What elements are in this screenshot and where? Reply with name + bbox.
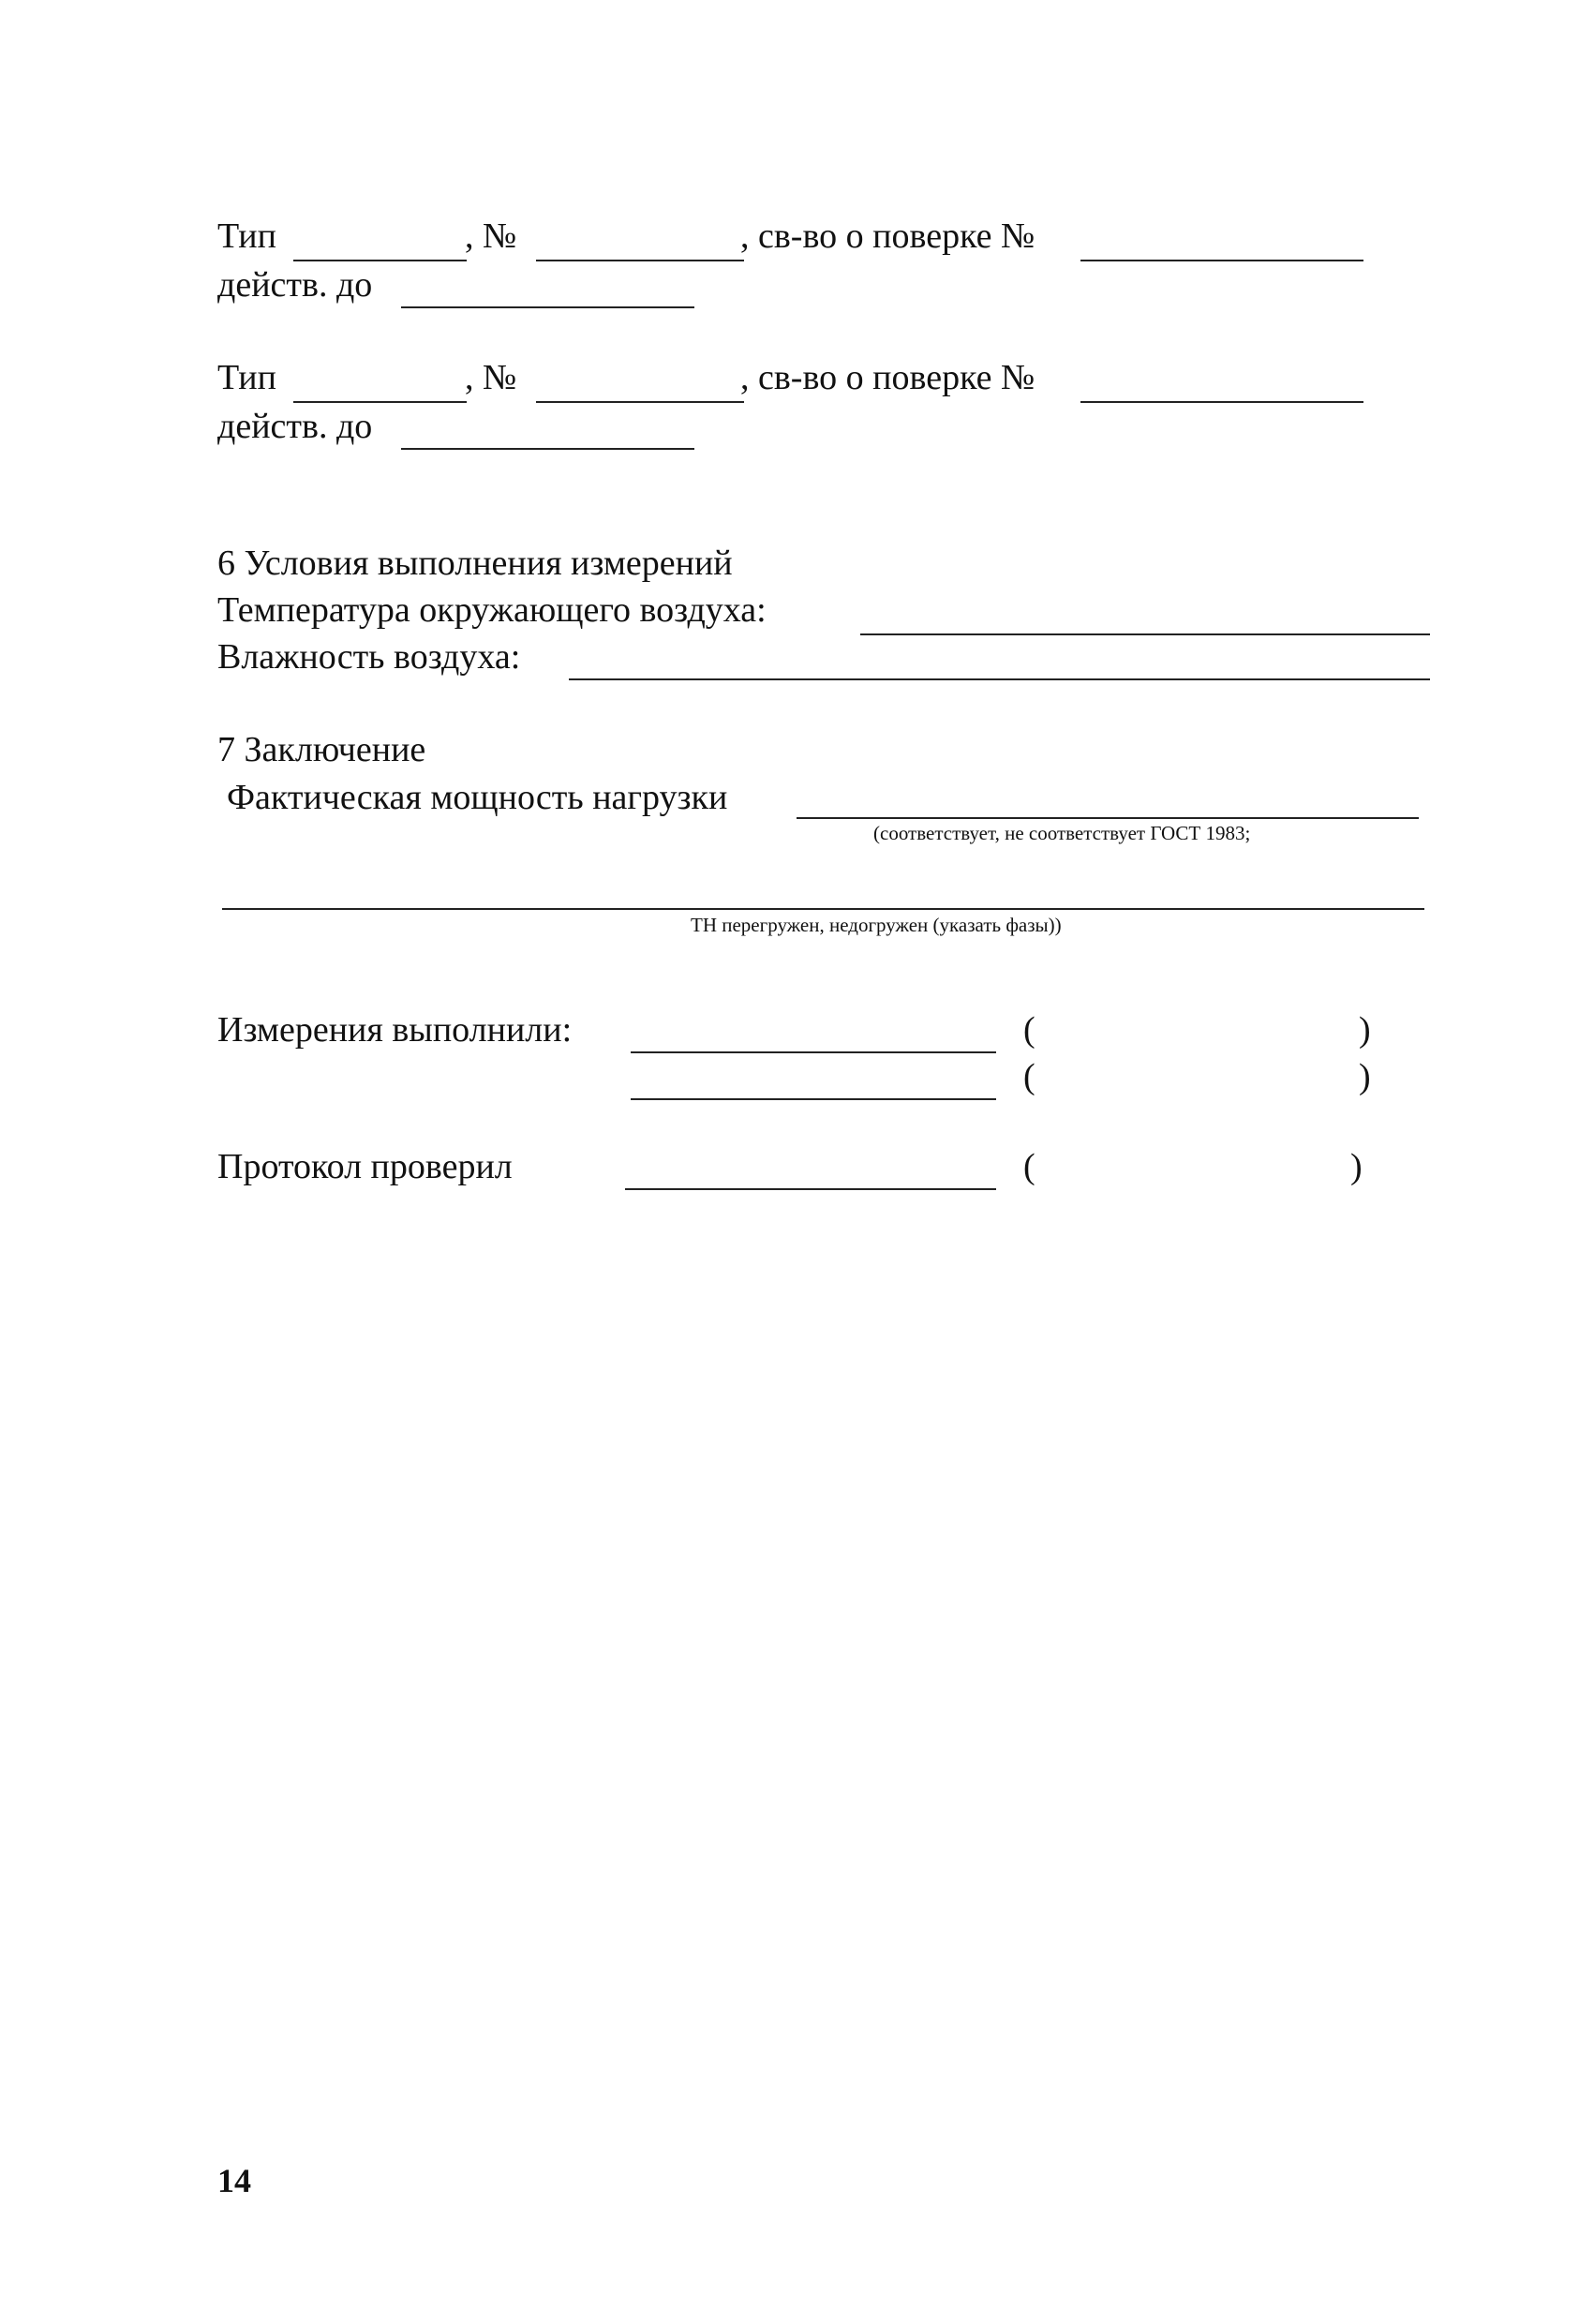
load-field-continued[interactable] bbox=[222, 908, 1424, 910]
humidity-label: Влажность воздуха: bbox=[217, 637, 521, 677]
paren-open: ( bbox=[1023, 1057, 1035, 1096]
certificate-field[interactable] bbox=[1080, 260, 1363, 261]
paren-close: ) bbox=[1359, 1057, 1371, 1096]
temperature-field[interactable] bbox=[860, 633, 1430, 635]
type-label: Тип bbox=[217, 358, 276, 397]
certificate-label: , св-во о поверке № bbox=[740, 358, 1035, 397]
type-field[interactable] bbox=[293, 401, 467, 403]
number-label: , № bbox=[465, 216, 517, 256]
checked-label: Протокол проверил bbox=[217, 1147, 513, 1186]
humidity-field[interactable] bbox=[569, 678, 1430, 680]
load-hint-2: ТН перегружен, недогружен (указать фазы)) bbox=[691, 914, 1062, 936]
valid-until-label: действ. до bbox=[217, 407, 373, 446]
number-label: , № bbox=[465, 358, 517, 397]
certificate-label: , св-во о поверке № bbox=[740, 216, 1035, 256]
certificate-field[interactable] bbox=[1080, 401, 1363, 403]
type-label: Тип bbox=[217, 216, 276, 256]
performer-signature-field-2[interactable] bbox=[631, 1098, 996, 1100]
number-field[interactable] bbox=[536, 260, 744, 261]
conditions-heading: 6 Условия выполнения измерений bbox=[217, 544, 733, 583]
temperature-label: Температура окружающего воздуха: bbox=[217, 590, 767, 630]
paren-close: ) bbox=[1350, 1147, 1363, 1186]
load-label: Фактическая мощность нагрузки bbox=[227, 778, 728, 817]
page-number: 14 bbox=[217, 2162, 251, 2199]
load-hint-1: (соответствует, не соответствует ГОСТ 1983; bbox=[873, 822, 1251, 844]
performer-signature-field-1[interactable] bbox=[631, 1051, 996, 1053]
conclusion-heading: 7 Заключение bbox=[217, 730, 426, 769]
load-field[interactable] bbox=[797, 817, 1419, 819]
valid-until-field[interactable] bbox=[401, 306, 694, 308]
valid-until-field[interactable] bbox=[401, 448, 694, 450]
valid-until-label: действ. до bbox=[217, 265, 373, 305]
number-field[interactable] bbox=[536, 401, 744, 403]
paren-close: ) bbox=[1359, 1010, 1371, 1050]
paren-open: ( bbox=[1023, 1147, 1035, 1186]
checker-signature-field[interactable] bbox=[625, 1188, 996, 1190]
paren-open: ( bbox=[1023, 1010, 1035, 1050]
type-field[interactable] bbox=[293, 260, 467, 261]
performed-label: Измерения выполнили: bbox=[217, 1010, 573, 1050]
